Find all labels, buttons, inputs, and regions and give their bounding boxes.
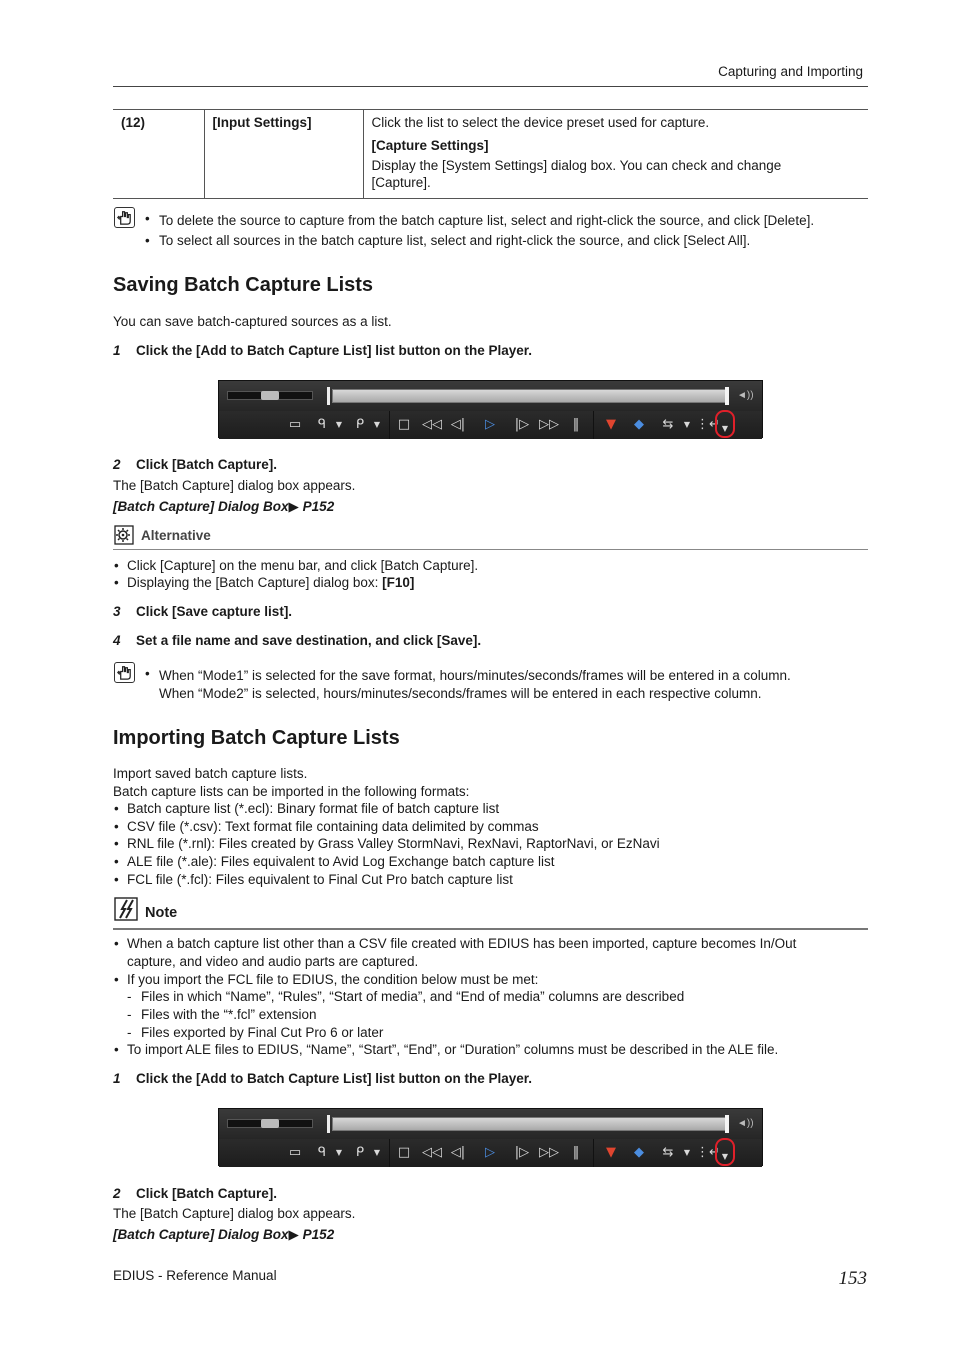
- audio-icon: ◄)): [737, 1118, 754, 1129]
- description-line: Display the [System Settings] dialog box. You can check and change: [371, 158, 782, 173]
- format-item: Batch capture list (*.ecl): Binary format file of batch capture list: [127, 801, 500, 816]
- highlight-ring: [715, 410, 735, 438]
- step-number: 1: [113, 1071, 121, 1086]
- note-item: capture, and video and audio parts are captured.: [127, 954, 419, 969]
- description-line: Click the list to select the device preset used for capture.: [371, 115, 710, 130]
- step-number: 2: [113, 1186, 121, 1201]
- player-toolbar-screenshot: [218, 380, 763, 438]
- note-subitem-dash: -: [127, 989, 132, 1004]
- tape-icon: ▭: [288, 417, 302, 432]
- dropdown-arrow-icon: ▼: [335, 1148, 343, 1157]
- step-forward-icon: |▷: [514, 1145, 530, 1160]
- match-frame-icon: ⇆: [662, 1145, 674, 1160]
- section-title-importing: Importing Batch Capture Lists: [113, 727, 400, 749]
- running-header: Capturing and Importing: [718, 64, 863, 79]
- hint-hand-icon: [114, 662, 135, 683]
- note-label: Note: [145, 905, 178, 921]
- reference-page: P152: [302, 1227, 335, 1242]
- note-subitem-dash: -: [127, 1025, 132, 1040]
- row-number: (12): [113, 110, 204, 199]
- format-item: RNL file (*.rnl): Files created by Grass Valley StormNavi, RexNavi, RaptorNavi, or EzNavi: [127, 836, 660, 851]
- hint-line: When “Mode1” is selected for the save format, hours/minutes/seconds/frames will be entered in a column.: [159, 668, 791, 683]
- bullet: •: [114, 575, 119, 590]
- step-text: Click the [Add to Batch Capture List] list button on the Player.: [136, 1071, 533, 1086]
- step-text: Click [Batch Capture].: [136, 1186, 278, 1201]
- rewind-icon: ◁◁: [422, 1145, 442, 1160]
- step-forward-icon: |▷: [514, 417, 530, 432]
- bullet: •: [145, 666, 150, 681]
- note-item: When a batch capture list other than a CSV file created with EDIUS has been imported, capture becomes In/Out: [127, 936, 797, 951]
- shortcut-key: [F10]: [382, 575, 415, 590]
- dropdown-arrow-icon: ▼: [683, 1148, 691, 1157]
- separator: [389, 1139, 390, 1167]
- player-button-row: [219, 411, 762, 439]
- bullet: •: [114, 819, 119, 834]
- set-out-icon: ᑭ: [355, 417, 365, 432]
- player-timeline: [332, 1117, 728, 1131]
- play-icon: ▷: [485, 417, 495, 432]
- separator: [593, 411, 594, 439]
- alternative-gear-icon: [114, 525, 134, 545]
- step-text: Click the [Add to Batch Capture List] list button on the Player.: [136, 343, 533, 358]
- reference-arrow-icon: ▶: [288, 1227, 299, 1242]
- step-text: Click [Batch Capture].: [136, 457, 278, 472]
- separator: [593, 1139, 594, 1167]
- note-subitem: Files with the “*.fcl” extension: [141, 1007, 317, 1022]
- add-to-batch-capture-list-button: ▼: [721, 1152, 729, 1161]
- bullet: •: [114, 936, 119, 951]
- note-subitem: Files in which “Name”, “Rules”, “Start of media”, and “End of media” columns are described: [141, 989, 685, 1004]
- reference-page: P152: [302, 499, 335, 514]
- bullet: •: [145, 233, 150, 248]
- row-description: [363, 110, 868, 199]
- cross-reference: [113, 499, 334, 515]
- bullet: •: [114, 872, 119, 887]
- bullet: •: [114, 558, 119, 573]
- reference-text: [Batch Capture] Dialog Box: [113, 1227, 289, 1242]
- add-to-batch-capture-list-button: ▼: [721, 424, 729, 433]
- format-item: ALE file (*.ale): Files equivalent to Avid Log Exchange batch capture list: [127, 854, 555, 869]
- step-number: 1: [113, 343, 121, 358]
- timeline-end-marker: [725, 387, 729, 405]
- timeline-start-marker: [327, 1115, 330, 1133]
- format-item: FCL file (*.fcl): Files equivalent to Final Cut Pro batch capture list: [127, 872, 513, 887]
- page-number: 153: [838, 1268, 867, 1289]
- note-rule: [113, 928, 868, 930]
- capture-icon: ⋮↵: [696, 1145, 720, 1160]
- step-description: The [Batch Capture] dialog box appears.: [113, 478, 356, 493]
- dropdown-arrow-icon: ▼: [373, 1148, 381, 1157]
- insert-to-timeline-icon: ▼: [606, 1145, 616, 1160]
- step-text: Click [Save capture list].: [136, 604, 293, 619]
- note-item: If you import the FCL file to EDIUS, the condition below must be met:: [127, 972, 539, 987]
- rewind-icon: ◁◁: [422, 417, 442, 432]
- bullet: •: [114, 1042, 119, 1057]
- separator: [389, 411, 390, 439]
- alternative-item-text: Displaying the [Batch Capture] dialog box:: [127, 575, 383, 590]
- tape-icon: ▭: [288, 1145, 302, 1160]
- highlight-ring: [715, 1138, 735, 1166]
- step-back-icon: ◁|: [450, 1145, 466, 1160]
- step-description: The [Batch Capture] dialog box appears.: [113, 1206, 356, 1221]
- format-item: CSV file (*.csv): Text format file containing data delimited by commas: [127, 819, 539, 834]
- pause-icon: ‖: [572, 1145, 580, 1160]
- alternative-rule: [113, 549, 868, 550]
- dropdown-arrow-icon: ▼: [683, 420, 691, 429]
- timeline-start-marker: [327, 387, 330, 405]
- bullet: •: [114, 972, 119, 987]
- alternative-item: Click [Capture] on the menu bar, and click [Batch Capture].: [127, 558, 479, 573]
- shuttle-knob: [261, 391, 279, 400]
- player-toolbar-screenshot: [218, 1108, 763, 1166]
- match-frame-icon: ⇆: [662, 417, 674, 432]
- hint-line: When “Mode2” is selected, hours/minutes/seconds/frames will be entered in each respective column.: [159, 686, 762, 701]
- step-number: 4: [113, 633, 121, 648]
- note-icon: [114, 897, 138, 921]
- overwrite-to-timeline-icon: ◆: [634, 417, 644, 432]
- reference-arrow-icon: ▶: [288, 499, 299, 514]
- saving-intro: You can save batch-captured sources as a list.: [113, 314, 392, 329]
- step-number: 3: [113, 604, 121, 619]
- bullet: •: [114, 801, 119, 816]
- bullet: •: [114, 836, 119, 851]
- set-in-icon: ᑫ: [317, 1145, 327, 1160]
- importing-intro: Import saved batch capture lists.: [113, 766, 308, 781]
- note-item: To import ALE files to EDIUS, “Name”, “Start”, “End”, or “Duration” columns must be described in the ALE file.: [127, 1042, 779, 1057]
- footer-manual-name: EDIUS - Reference Manual: [113, 1268, 277, 1283]
- dropdown-arrow-icon: ▼: [373, 420, 381, 429]
- hint-item: To delete the source to capture from the batch capture list, select and right-click the source, and click [Delete].: [159, 213, 815, 228]
- settings-table: [113, 109, 868, 199]
- fast-forward-icon: ▷▷: [539, 417, 559, 432]
- header-rule: [113, 86, 868, 87]
- row-setting-name: [Input Settings]: [204, 110, 363, 199]
- reference-text: [Batch Capture] Dialog Box: [113, 499, 289, 514]
- shuttle-knob: [261, 1119, 279, 1128]
- stop-icon: □: [397, 1145, 411, 1160]
- capture-icon: ⋮↵: [696, 417, 720, 432]
- overwrite-to-timeline-icon: ◆: [634, 1145, 644, 1160]
- section-title-saving: Saving Batch Capture Lists: [113, 274, 374, 296]
- step-text: Set a file name and save destination, and click [Save].: [136, 633, 482, 648]
- set-out-icon: ᑭ: [355, 1145, 365, 1160]
- set-in-icon: ᑫ: [317, 417, 327, 432]
- insert-to-timeline-icon: ▼: [606, 417, 616, 432]
- fast-forward-icon: ▷▷: [539, 1145, 559, 1160]
- hint-hand-icon: [114, 207, 135, 228]
- step-back-icon: ◁|: [450, 417, 466, 432]
- stop-icon: □: [397, 417, 411, 432]
- timeline-end-marker: [725, 1115, 729, 1133]
- note-subitem-dash: -: [127, 1007, 132, 1022]
- audio-icon: ◄)): [737, 390, 754, 401]
- bullet: •: [145, 211, 150, 226]
- hint-item: To select all sources in the batch capture list, select and right-click the source, and click [Select All].: [159, 233, 751, 248]
- importing-intro: Batch capture lists can be imported in the following formats:: [113, 784, 470, 799]
- description-line: [Capture].: [371, 175, 431, 190]
- alternative-item: [127, 575, 414, 591]
- capture-settings-heading: [Capture Settings]: [371, 138, 489, 153]
- step-number: 2: [113, 457, 121, 472]
- pause-icon: ‖: [572, 417, 580, 432]
- alternative-label: Alternative: [141, 528, 211, 543]
- dropdown-arrow-icon: ▼: [335, 420, 343, 429]
- player-button-row: [219, 1139, 762, 1167]
- cross-reference: [113, 1227, 334, 1243]
- note-subitem: Files exported by Final Cut Pro 6 or later: [141, 1025, 384, 1040]
- play-icon: ▷: [485, 1145, 495, 1160]
- player-timeline: [332, 389, 728, 403]
- table-row: [113, 110, 868, 199]
- bullet: •: [114, 854, 119, 869]
